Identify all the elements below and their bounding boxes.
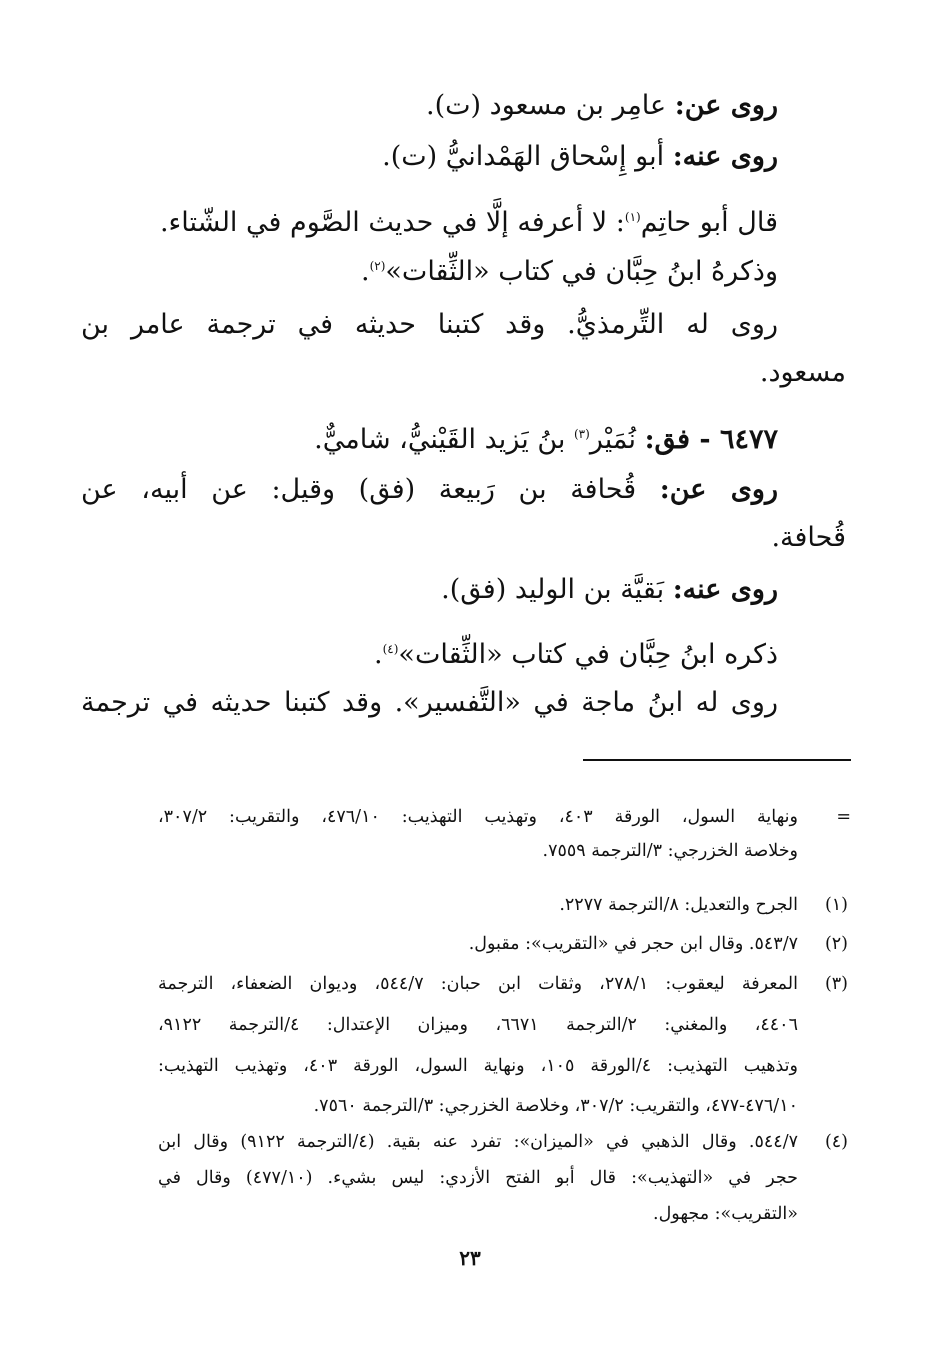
footnote-1-text: الجرح والتعديل: ٨/الترجمة ٢٢٧٧.: [559, 895, 798, 915]
page-number: ٢٣: [459, 1246, 481, 1270]
entry-heading: [314, 420, 778, 460]
footnote-2-number: (٢): [824, 934, 848, 954]
footnote-3-line-4: ٤٧٦/١٠-٤٧٧، والتقريب: ٣٠٧/٢، وخلاصة الخزرجي: ٣/الترجمة ٧٥٦٠.: [313, 1096, 798, 1116]
ibn-hibban-line: [361, 252, 778, 292]
tirmidhi-line: روى له التِّرمذيُّ. وقد كتبنا حديثه في ترجمة عامر بن: [81, 309, 778, 340]
narrated-from-line: [426, 86, 778, 126]
footnote-3-line-3: وتذهيب التهذيب: ٤/الورقة ١٠٥، ونهاية السول، الورقة ٤٠٣، وتهذيب التهذيب:: [158, 1056, 798, 1076]
narrated-by-line: [382, 137, 778, 177]
entry-narrated-by-text: بَقيَّة بن الوليد (فق).: [441, 574, 665, 605]
footnote-continuation-line-1: ونهاية السول، الورقة ٤٠٣، وتهذيب التهذيب: ٤٧٦/١٠، والتقريب: ٣٠٧/٢،: [158, 807, 798, 827]
entry-narrated-by-line: [441, 570, 778, 610]
footnote-ref-3[interactable]: (٣): [573, 427, 590, 441]
entry-narrated-from-label: روى عن:: [659, 474, 778, 505]
narrated-by-label: روى عنه:: [672, 141, 778, 172]
entry-narrated-from-text: قُحافة بن رَبيعة (فق) وقيل: عن أبيه، عن: [81, 474, 637, 505]
narrated-by-text: أبو إِسْحاق الهَمْدانيُّ (ت).: [382, 141, 665, 172]
footnote-4-line-1: ٥٤٤/٧. وقال الذهبي في «الميزان»: تفرد عنه بقية. (٤/الترجمة ٩١٢٢) وقال ابن: [158, 1132, 798, 1152]
footnote-continuation-marker: =: [836, 807, 851, 827]
footnote-3-line-1: المعرفة ليعقوب: ٢٧٨/١، وثقات ابن حبان: ٥٤٤/٧، وديوان الضعفاء، الترجمة: [158, 974, 798, 994]
entry-ibn-hibban-text: ذكره ابنُ حِبَّان في كتاب «الثِّقات»: [398, 639, 778, 670]
abu-hatim-statement: : لا أعرفه إلَّا في حديث الصَّوم في الشّتاء.: [159, 207, 625, 238]
narrated-from-label: روى عن:: [674, 90, 778, 121]
abu-hatim-line: [160, 203, 778, 243]
footnote-ref-4[interactable]: (٤): [382, 642, 399, 656]
footnote-4-line-3: «التقريب»: مجهول.: [653, 1204, 798, 1224]
footnote-4-line-2: حجر في «التهذيب»: قال أبو الفتح الأزدي: ليس بشيء. (٤٧٧/١٠) وقال في: [158, 1168, 798, 1188]
qahafa-line: قُحافة.: [771, 522, 846, 553]
footnote-continuation-line-2: وخلاصة الخزرجي: ٣/الترجمة ٧٥٥٩.: [542, 841, 798, 861]
footnote-ref-1[interactable]: (١): [624, 210, 641, 224]
entry-ibn-hibban-line: [374, 635, 778, 675]
narrated-from-text: عامِر بن مسعود (ت).: [426, 90, 667, 121]
entry-narrated-from-line: [81, 470, 778, 510]
entry-ibn-hibban-end: .: [374, 639, 383, 670]
ibn-majah-line: روى له ابنُ ماجة في «التَّفسير». وقد كتبنا حديثه في ترجمة: [81, 687, 778, 718]
abu-hatim-text: قال أبو حاتِم: [640, 207, 778, 238]
footnote-ref-2[interactable]: (٢): [369, 259, 386, 273]
footnote-separator: [583, 759, 851, 761]
entry-name: نُمَيْر: [589, 424, 636, 455]
footnote-2-text: ٥٤٣/٧. وقال ابن حجر في «التقريب»: مقبول.: [468, 934, 798, 954]
footnote-1-number: (١): [824, 895, 848, 915]
ibn-hibban-text: وذكرهُ ابنُ حِبَّان في كتاب «الثِّقات»: [385, 256, 778, 287]
footnote-4-number: (٤): [824, 1132, 848, 1152]
entry-rest: بنُ يَزيد القَيْنيُّ، شاميٌّ.: [314, 424, 566, 455]
entry-narrated-by-label: روى عنه:: [672, 574, 778, 605]
footnote-3-line-2: ٤٤٠٦، والمغني: ٢/الترجمة ٦٦٧١، وميزان الإعتدال: ٤/الترجمة ٩١٢٢،: [158, 1015, 798, 1035]
footnote-3-number: (٣): [824, 974, 848, 994]
masud-line: مسعود.: [759, 357, 846, 388]
entry-number: ٦٤٧٧ - فق:: [644, 424, 778, 455]
ibn-hibban-end: .: [360, 256, 370, 287]
